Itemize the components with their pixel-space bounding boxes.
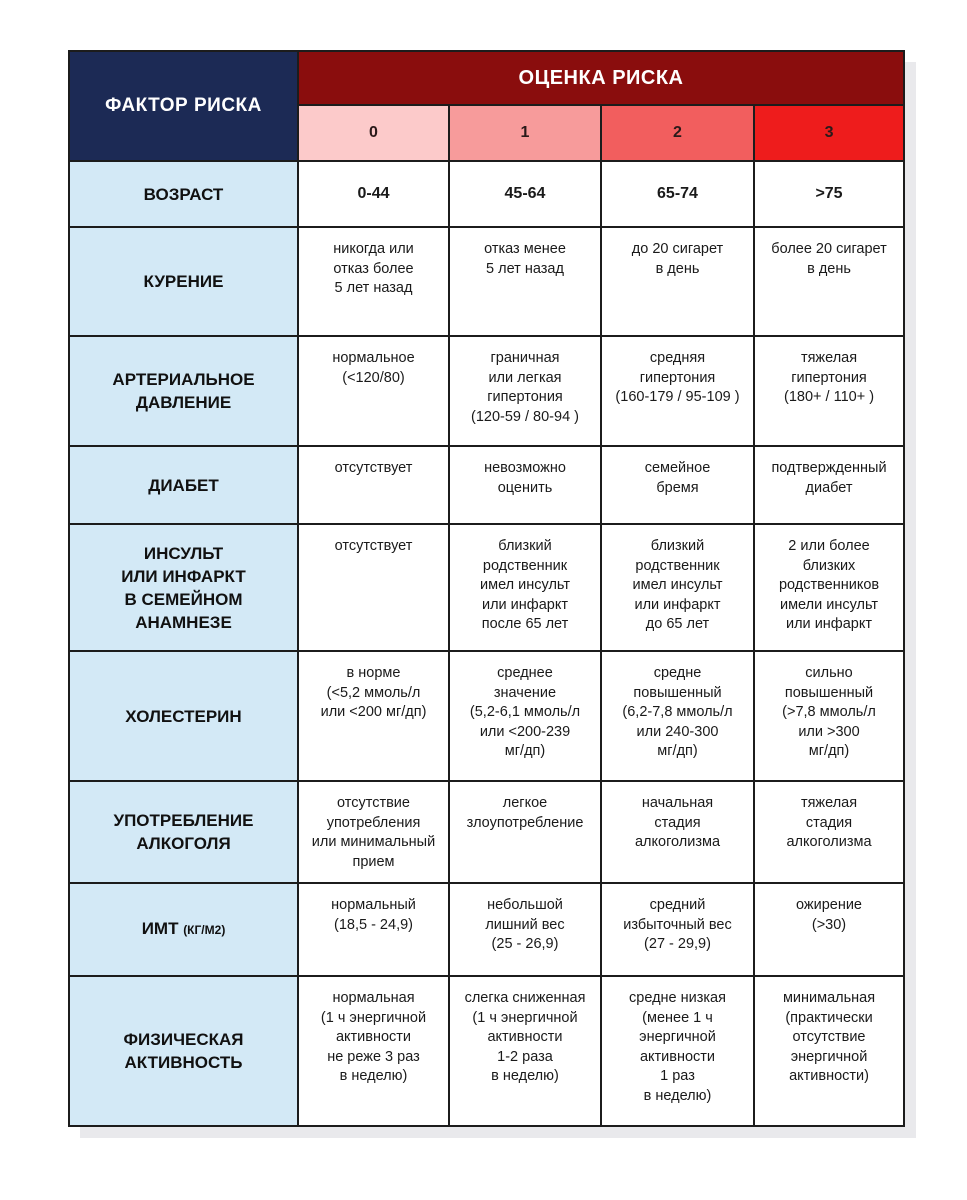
cell-text-line: в неделю) — [339, 1068, 408, 1084]
cell-text-line: нормальная — [332, 990, 415, 1006]
risk-level-3-cell — [754, 651, 904, 781]
cell-text-line: ожирение — [796, 897, 863, 913]
cell-text-line: до 20 сигарет — [631, 241, 724, 257]
score-3-header: 3 — [754, 105, 904, 161]
risk-level-0-cell — [298, 336, 449, 446]
cell-text-line: слегка сниженная — [464, 990, 586, 1006]
risk-factor-line: ДАВЛЕНИЕ — [135, 393, 232, 412]
cell-text-line: имел инсульт — [480, 577, 570, 593]
cell-text-line: (27 - 29,9) — [644, 936, 711, 952]
risk-level-0-cell — [298, 446, 449, 524]
cell-text-line: (<120/80) — [342, 369, 405, 386]
risk-level-3-cell — [754, 781, 904, 883]
cell-text-line: отсутствие — [337, 795, 410, 811]
risk-table-body — [69, 161, 904, 1126]
risk-level-1-cell — [449, 883, 601, 976]
cell-text-line: энергичной — [639, 1029, 716, 1045]
risk-factor-line: ИЛИ ИНФАРКТ — [121, 566, 246, 586]
cell-text-line: в день — [655, 260, 700, 277]
risk-level-1-cell — [449, 161, 601, 227]
cell-text-line: родственник — [635, 557, 720, 574]
risk-factor-name — [69, 524, 298, 651]
cell-text-line: более 20 сигарет — [771, 241, 887, 257]
risk-level-1-cell — [449, 446, 601, 524]
cell-text-line: тяжелая — [800, 795, 858, 811]
cell-text-line: 1-2 раза — [497, 1048, 553, 1065]
risk-factor-name — [69, 883, 298, 976]
table-row — [69, 336, 904, 446]
cell-text-line: родственник — [482, 557, 568, 574]
table-row — [69, 781, 904, 883]
risk-factor-name — [69, 651, 298, 781]
cell-text-line: диабет — [805, 479, 853, 496]
risk-level-3-cell — [754, 524, 904, 651]
cell-text-line: (практически — [785, 1009, 873, 1026]
risk-level-0-cell — [298, 651, 449, 781]
cell-text-line: (160-179 / 95-109 ) — [615, 389, 740, 405]
cell-text-line: (1 ч энергичной — [320, 1009, 427, 1026]
cell-text-line: граничная — [490, 350, 560, 366]
cell-text-line: или >300 — [798, 723, 860, 740]
cell-text-line: среднее — [497, 665, 553, 681]
cell-text-line: мг/дп) — [657, 743, 698, 759]
cell-text-line: активности) — [789, 1068, 869, 1084]
cell-text-line: стадия — [805, 814, 853, 831]
cell-text-line: значение — [493, 684, 557, 701]
risk-factor-line: ИМТ — [141, 919, 179, 938]
cell-text-line: легкое — [502, 795, 548, 811]
cell-text-line: гипертония — [791, 369, 867, 386]
cell-text-line: 1 раз — [660, 1068, 695, 1084]
cell-text-line: или <200-239 — [479, 723, 571, 740]
cell-text-line: энергичной — [790, 1048, 868, 1065]
cell-text-line: средне — [653, 665, 702, 681]
cell-text-line: минимальная — [782, 990, 876, 1006]
risk-factor-line: АРТЕРИАЛЬНОЕ — [112, 370, 255, 389]
risk-level-1-cell — [449, 781, 601, 883]
risk-level-3-cell — [754, 446, 904, 524]
cell-text-line: гипертония — [639, 369, 716, 386]
risk-level-0-cell — [298, 781, 449, 883]
cell-text-line: до 65 лет — [645, 616, 710, 632]
cell-text-line: в неделю) — [643, 1087, 712, 1104]
table-row — [69, 227, 904, 336]
cell-text-line: не реже 3 раз — [327, 1048, 420, 1065]
table-row — [69, 524, 904, 651]
cell-text-line: (<5,2 ммоль/л — [326, 684, 421, 701]
cell-text-line: невозможно — [484, 460, 566, 476]
risk-level-2-cell — [601, 524, 754, 651]
risk-level-1-cell — [449, 976, 601, 1126]
cell-text-line: родственников — [778, 577, 880, 593]
cell-text-line: активности — [335, 1029, 412, 1045]
cell-text-line: (180+ / 110+ ) — [784, 389, 875, 405]
cell-text-line: или инфаркт — [481, 596, 568, 613]
risk-level-2-cell — [601, 883, 754, 976]
cell-text-line: (1 ч энергичной — [472, 1009, 578, 1026]
risk-factor-unit: (КГ/М2) — [183, 923, 226, 937]
risk-factor-name — [69, 446, 298, 524]
risk-level-3-cell — [754, 227, 904, 336]
risk-level-0-cell — [298, 161, 449, 227]
cell-text-line: (>30) — [811, 916, 847, 933]
risk-level-0-cell — [298, 524, 449, 651]
cell-text-line: 65-74 — [657, 185, 698, 203]
table-row — [69, 883, 904, 976]
risk-level-0-cell — [298, 227, 449, 336]
cell-text-line: в день — [807, 260, 851, 277]
cell-text-line: имели инсульт — [779, 596, 879, 613]
risk-assessment-header: ОЦЕНКА РИСКА — [298, 51, 904, 105]
risk-factor-name — [69, 161, 298, 227]
cell-text-line: семейное — [644, 460, 711, 476]
cell-text-line: стадия — [654, 814, 701, 831]
cell-text-line: мг/дп) — [808, 743, 850, 759]
risk-level-3-cell — [754, 336, 904, 446]
cell-text-line: в неделю) — [491, 1068, 559, 1084]
risk-factor-line: АКТИВНОСТЬ — [124, 1053, 243, 1072]
risk-factor-line: ИНСУЛЬТ — [143, 543, 224, 563]
risk-factor-name — [69, 976, 298, 1126]
risk-level-3-cell — [754, 883, 904, 976]
risk-factor-line: КУРЕНИЕ — [143, 272, 224, 291]
risk-factor-line: АНАМНЕЗЕ — [135, 612, 232, 632]
cell-text-line: прием — [352, 853, 395, 870]
cell-text-line: никогда или — [333, 241, 414, 257]
cell-text-line: тяжелая — [800, 350, 858, 366]
risk-level-2-cell — [601, 446, 754, 524]
cell-text-line: близких — [802, 557, 856, 574]
cell-text-line: в норме — [346, 665, 401, 681]
table-row — [69, 976, 904, 1126]
risk-level-1-cell — [449, 227, 601, 336]
score-2-header: 2 — [601, 105, 754, 161]
cell-text-line: средний — [649, 897, 706, 913]
cell-text-line: (6,2-7,8 ммоль/л — [622, 704, 733, 720]
risk-level-0-cell — [298, 976, 449, 1126]
cell-text-line: употребления — [326, 814, 421, 831]
score-0-header: 0 — [298, 105, 449, 161]
table-row — [69, 651, 904, 781]
cell-text-line: после 65 лет — [481, 616, 569, 632]
risk-level-2-cell — [601, 651, 754, 781]
risk-level-3-cell — [754, 161, 904, 227]
cell-text-line: гипертония — [487, 389, 563, 405]
cell-text-line: алкоголизма — [634, 834, 721, 850]
cell-text-line: нормальное — [332, 350, 415, 366]
cell-text-line: сильно — [805, 665, 853, 681]
risk-factor-line: АЛКОГОЛЯ — [136, 834, 231, 853]
risk-level-2-cell — [601, 976, 754, 1126]
cell-text-line: (>7,8 ммоль/л — [782, 704, 876, 720]
cell-text-line: (18,5 - 24,9) — [334, 916, 413, 933]
risk-factor-line: В СЕМЕЙНОМ — [124, 589, 243, 609]
cell-text-line: избыточный вес — [623, 916, 732, 933]
table-row — [69, 446, 904, 524]
risk-level-2-cell — [601, 161, 754, 227]
risk-factor-line: ВОЗРАСТ — [143, 184, 224, 204]
cell-text-line: повышенный — [784, 684, 874, 701]
risk-factor-table — [68, 50, 905, 1127]
risk-level-2-cell — [601, 227, 754, 336]
cell-text-line: близкий — [498, 538, 552, 554]
cell-text-line: злоупотребление — [466, 814, 584, 831]
cell-text-line: активности — [639, 1048, 716, 1065]
cell-text-line: отсутствие — [792, 1029, 866, 1045]
risk-level-1-cell — [449, 524, 601, 651]
risk-factor-line: ФИЗИЧЕСКАЯ — [123, 1030, 244, 1049]
risk-factor-name — [69, 781, 298, 883]
cell-text-line: небольшой — [487, 897, 563, 913]
cell-text-line: или <200 мг/дп) — [320, 704, 427, 720]
cell-text-line: (120-59 / 80-94 ) — [470, 408, 579, 425]
cell-text-line: (5,2-6,1 ммоль/л — [469, 704, 581, 720]
risk-level-0-cell — [298, 883, 449, 976]
risk-level-2-cell — [601, 336, 754, 446]
score-1-header: 1 — [449, 105, 601, 161]
cell-text-line: 5 лет назад — [486, 260, 564, 277]
risk-factor-line: ХОЛЕСТЕРИН — [125, 706, 242, 726]
cell-text-line: отсутствует — [334, 460, 413, 476]
risk-factor-name — [69, 336, 298, 446]
cell-text-line: подтвержденный — [771, 460, 887, 476]
cell-text-line: активности — [487, 1029, 563, 1045]
cell-text-line: (25 - 26,9) — [491, 936, 559, 952]
cell-text-line: или инфаркт — [634, 596, 721, 613]
cell-text-line: отсутствует — [334, 538, 413, 554]
risk-level-3-cell — [754, 976, 904, 1126]
cell-text-line: повышенный — [633, 684, 722, 701]
cell-text-line: оценить — [497, 479, 553, 496]
cell-text-line: 5 лет назад — [334, 280, 413, 296]
cell-text-line: отказ менее — [484, 241, 566, 257]
cell-text-line: или 240-300 — [636, 723, 719, 740]
table-row — [69, 161, 904, 227]
risk-factor-line: УПОТРЕБЛЕНИЕ — [113, 811, 254, 830]
cell-text-line: 0-44 — [357, 185, 390, 203]
cell-text-line: лишний вес — [485, 916, 565, 933]
cell-text-line: >75 — [815, 185, 843, 203]
cell-text-line: отказ более — [333, 260, 414, 277]
cell-text-line: 2 или более — [788, 538, 870, 554]
risk-factor-header: ФАКТОР РИСКА — [69, 51, 298, 161]
cell-text-line: или минимальный — [311, 834, 436, 850]
cell-text-line: средне низкая — [629, 990, 726, 1006]
cell-text-line: близкий — [650, 538, 705, 554]
cell-text-line: или инфаркт — [786, 616, 873, 632]
cell-text-line: средняя — [649, 350, 706, 366]
cell-text-line: имел инсульт — [632, 577, 723, 593]
cell-text-line: или легкая — [488, 369, 562, 386]
risk-factor-line: ДИАБЕТ — [148, 475, 219, 495]
cell-text-line: 45-64 — [504, 185, 546, 203]
cell-text-line: мг/дп) — [504, 743, 546, 759]
risk-level-1-cell — [449, 651, 601, 781]
risk-level-1-cell — [449, 336, 601, 446]
risk-level-2-cell — [601, 781, 754, 883]
cell-text-line: алкоголизма — [786, 834, 872, 850]
cell-text-line: (менее 1 ч — [642, 1009, 713, 1026]
cell-text-line: бремя — [656, 479, 699, 496]
cell-text-line: начальная — [641, 795, 714, 811]
risk-factor-name — [69, 227, 298, 336]
cell-text-line: нормальный — [331, 897, 416, 913]
